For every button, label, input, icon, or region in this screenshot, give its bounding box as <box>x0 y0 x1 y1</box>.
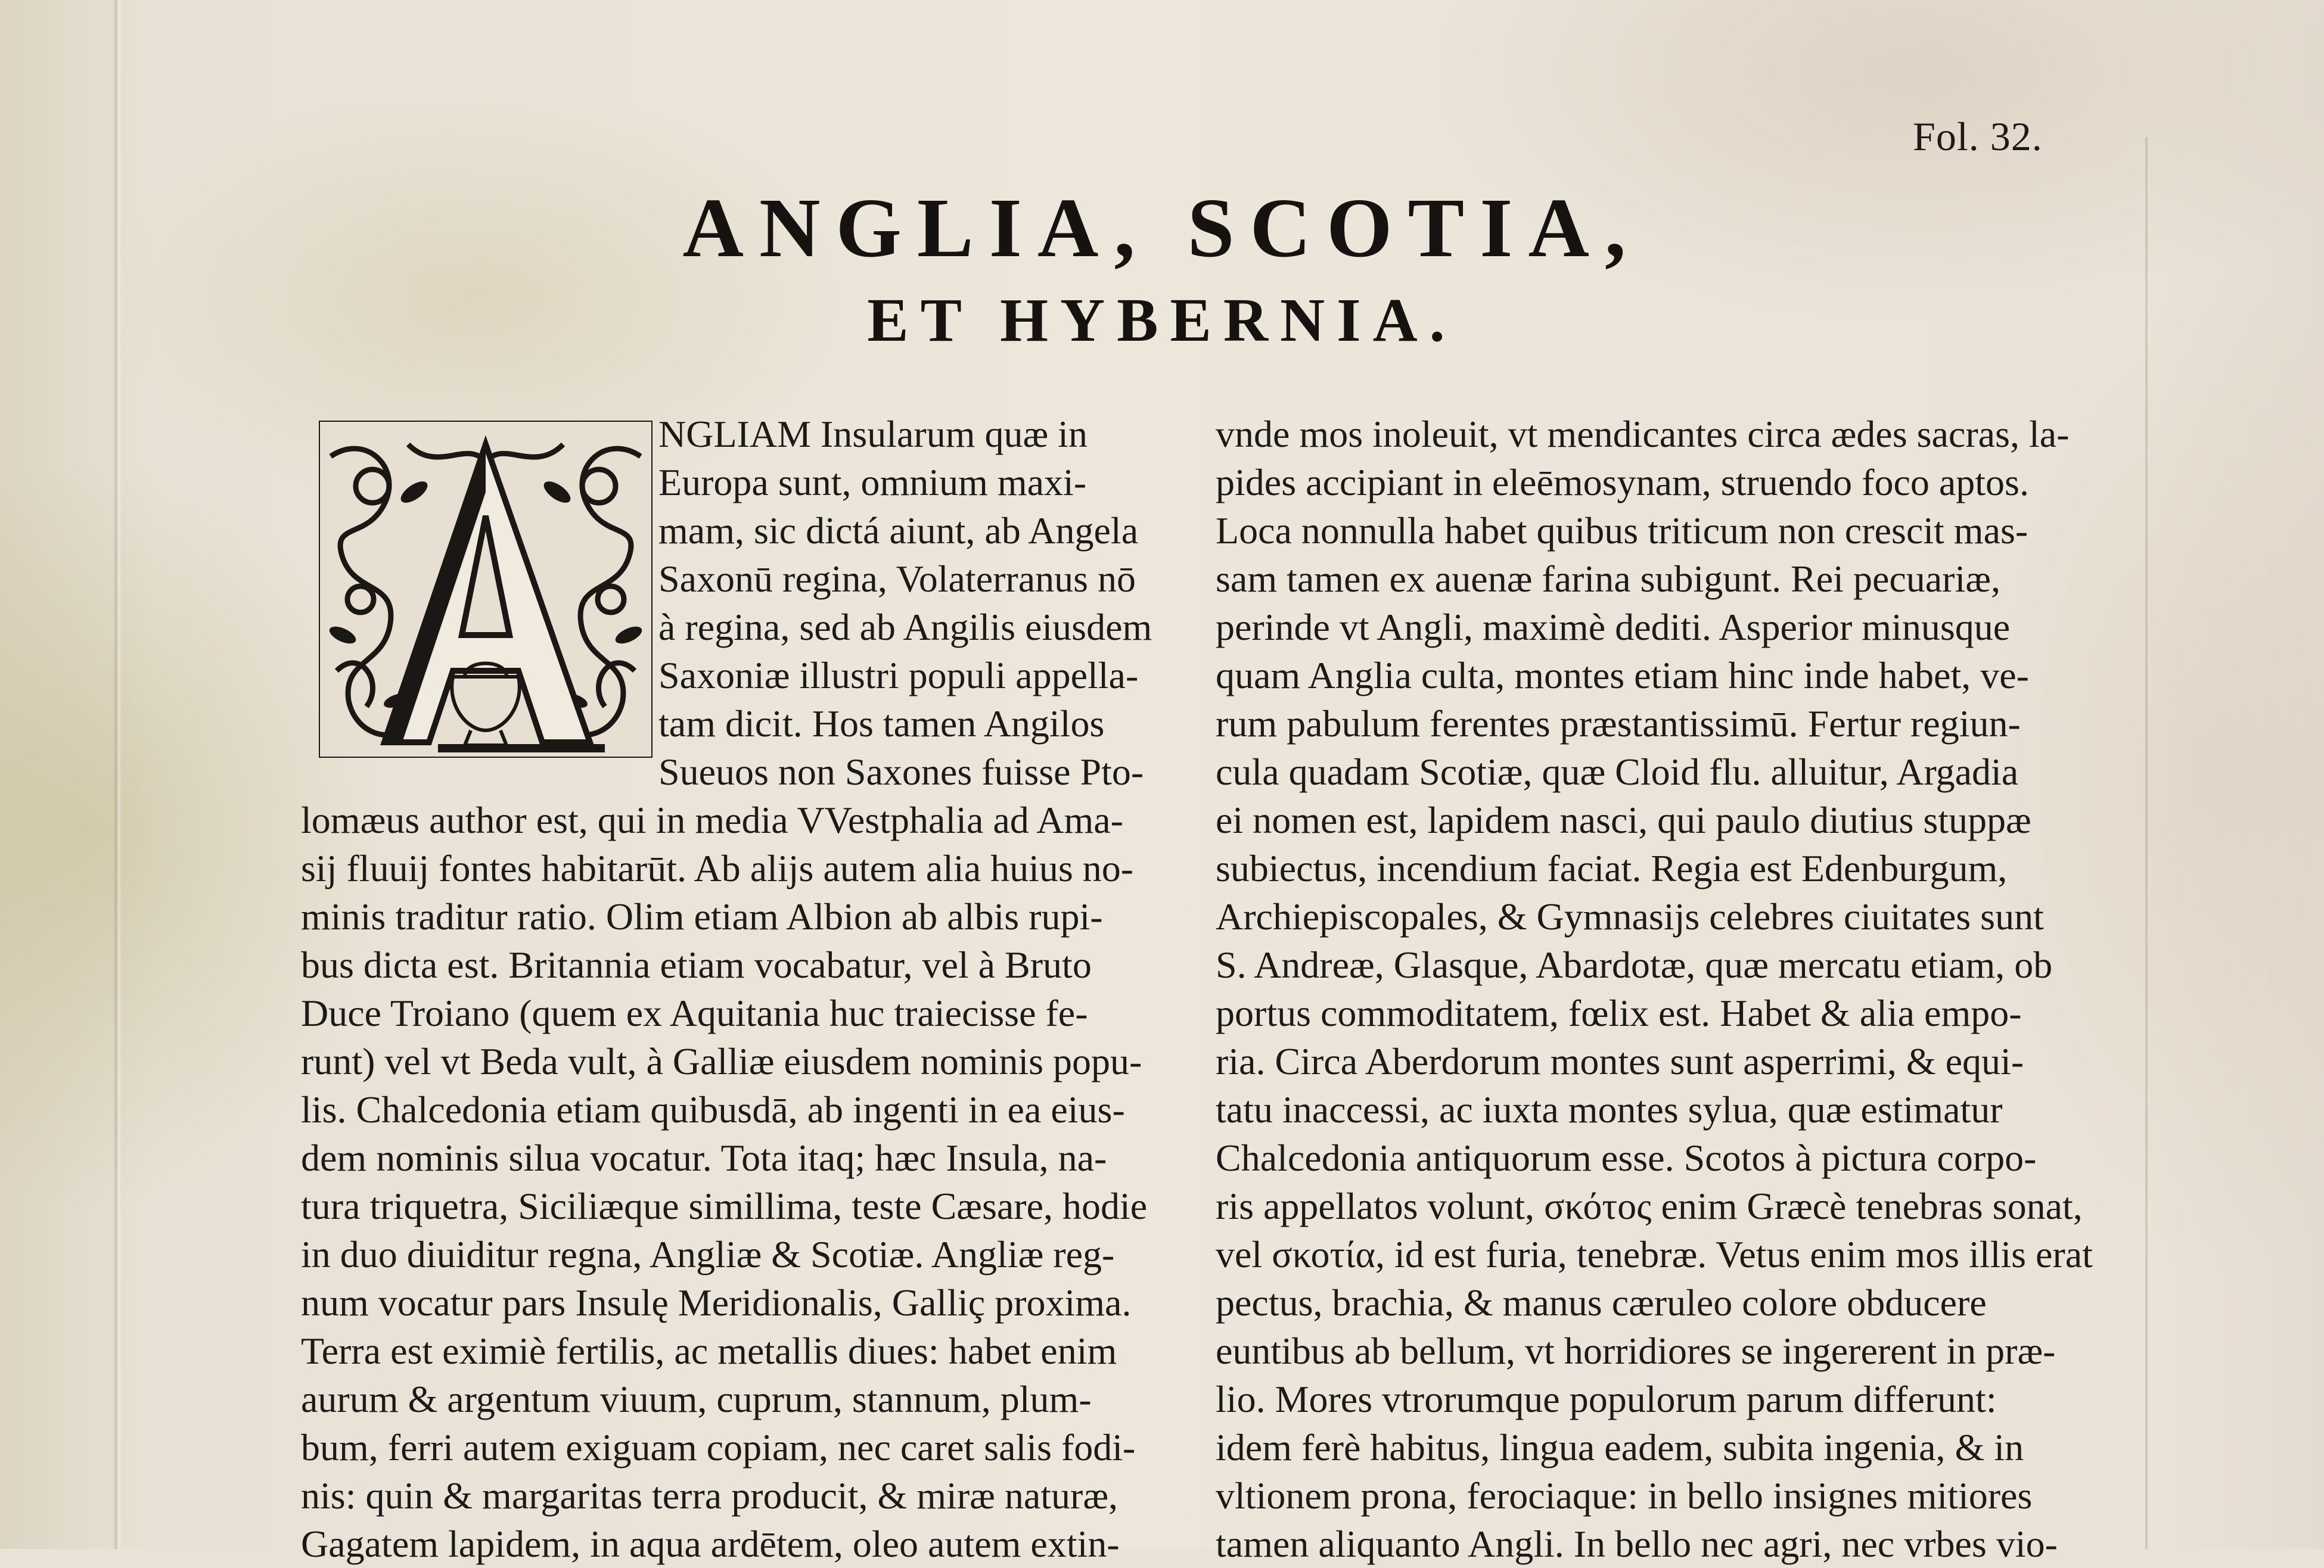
text-line: in duo diuiditur regna, Angliæ & Scotiæ. Angliæ reg- <box>301 1233 1115 1275</box>
text-line: subiectus, incendium faciat. Regia est Edenburgum, <box>1216 847 2008 889</box>
text-line: vltionem prona, ferociaque: in bello insignes mitiores <box>1216 1474 2033 1517</box>
text-line: Duce Troiano (quem ex Aquitania huc traiecisse fe- <box>301 992 1088 1034</box>
text-line: aurum & argentum viuum, cuprum, stannum, plum- <box>301 1378 1092 1420</box>
text-line: ris appellatos volunt, σκότος enim Græcè tenebras sonat, <box>1216 1185 2083 1227</box>
text-line: pectus, brachia, & manus cæruleo colore obducere <box>1216 1281 1987 1324</box>
text-line: tura triquetra, Siciliæque simillima, teste Cæsare, hodie <box>301 1185 1148 1227</box>
text-line: lomæus author est, qui in media VVestphalia ad Ama- <box>301 799 1123 841</box>
text-line: à regina, sed ab Angilis eiusdem <box>658 606 1152 648</box>
text-line: Europa sunt, omnium maxi- <box>658 461 1087 503</box>
text-line: sij fluuij fontes habitarūt. Ab alijs autem alia huius no- <box>301 847 1134 889</box>
text-line: perinde vt Angli, maximè dediti. Asperior minusque <box>1216 606 2011 648</box>
text-line: vnde mos inoleuit, vt mendicantes circa ædes sacras, la- <box>1216 413 2070 455</box>
text-line: NGLIAM Insularum quæ in <box>658 413 1088 455</box>
text-line: Saxoniæ illustri populi appella- <box>658 654 1139 696</box>
text-line: Sueuos non Saxones fuisse Pto- <box>658 751 1144 793</box>
text-line: tatu inaccessi, ac iuxta montes sylua, quæ estimatur <box>1216 1088 2003 1131</box>
text-line: pides accipiant in eleēmosynam, struendo foco aptos. <box>1216 461 2029 503</box>
text-line: Saxonū regina, Volaterranus nō <box>658 558 1136 600</box>
text-line: runt) vel vt Beda vult, à Galliæ eiusdem nominis popu- <box>301 1040 1142 1082</box>
folio-number: Fol. 32. <box>1913 114 2043 159</box>
title-line-1: ANGLIA, SCOTIA, <box>682 181 1642 275</box>
text-line: bus dicta est. Britannia etiam vocabatur, vel à Bruto <box>301 944 1092 986</box>
text-line: lio. Mores vtrorumque populorum parum differunt: <box>1216 1378 1997 1420</box>
text-line: rum pabulum ferentes præstantissimū. Fertur regiun- <box>1216 702 2021 745</box>
text-line: lis. Chalcedonia etiam quibusdā, ab ingenti in ea eius- <box>301 1088 1125 1131</box>
right-text-column <box>1216 410 2127 1568</box>
left-text-column <box>301 410 1183 1568</box>
text-line: Terra est eximiè fertilis, ac metallis diues: habet enim <box>301 1330 1117 1372</box>
text-line: mam, sic dictá aiunt, ab Angela <box>658 509 1139 552</box>
text-line: Chalcedonia antiquorum esse. Scotos à pictura corpo- <box>1216 1137 2037 1179</box>
title-line-2: ET HYBERNIA. <box>867 286 1457 354</box>
text-line: nis: quin & margaritas terra producit, & miræ naturæ, <box>301 1474 1118 1517</box>
text-line: minis traditur ratio. Olim etiam Albion ab albis rupi- <box>301 895 1103 938</box>
text-line: vel σκοτία, id est furia, tenebræ. Vetus enim mos illis erat <box>1216 1233 2093 1275</box>
text-line: Gagatem lapidem, in aqua ardētem, oleo autem extin- <box>301 1523 1120 1565</box>
text-line: bum, ferri autem exiguam copiam, nec caret salis fodi- <box>301 1426 1136 1469</box>
text-line: num vocatur pars Insulę Meridionalis, Galliç proxima. <box>301 1281 1132 1324</box>
text-line: ei nomen est, lapidem nasci, qui paulo diutius stuppæ <box>1216 799 2031 841</box>
text-line: tamen aliquanto Angli. In bello nec agri, nec vrbes vio- <box>1216 1523 2058 1565</box>
text-line: Loca nonnulla habet quibus triticum non crescit mas- <box>1216 509 2028 552</box>
text-line: dem nominis silua vocatur. Tota itaq; hæc Insula, na- <box>301 1137 1107 1179</box>
text-line: idem ferè habitus, lingua eadem, subita ingenia, & in <box>1216 1426 2024 1469</box>
text-line: sam tamen ex auenæ farina subigunt. Rei pecuariæ, <box>1216 558 2000 600</box>
text-line: quam Anglia culta, montes etiam hinc inde habet, ve- <box>1216 654 2029 696</box>
text-line: euntibus ab bellum, vt horridiores se ingererent in præ- <box>1216 1330 2056 1372</box>
text-line: portus commoditatem, fœlix est. Habet & alia empo- <box>1216 992 2022 1034</box>
text-line: S. Andreæ, Glasque, Abardotæ, quæ mercatu etiam, ob <box>1216 944 2053 986</box>
text-line: tam dicit. Hos tamen Angilos <box>658 702 1105 745</box>
text-line: ria. Circa Aberdorum montes sunt asperrimi, & equi- <box>1216 1040 2024 1082</box>
text-line: cula quadam Scotiæ, quæ Cloid flu. alluitur, Argadia <box>1216 751 2019 793</box>
text-line: Archiepiscopales, & Gymnasijs celebres ciuitates sunt <box>1216 895 2044 938</box>
